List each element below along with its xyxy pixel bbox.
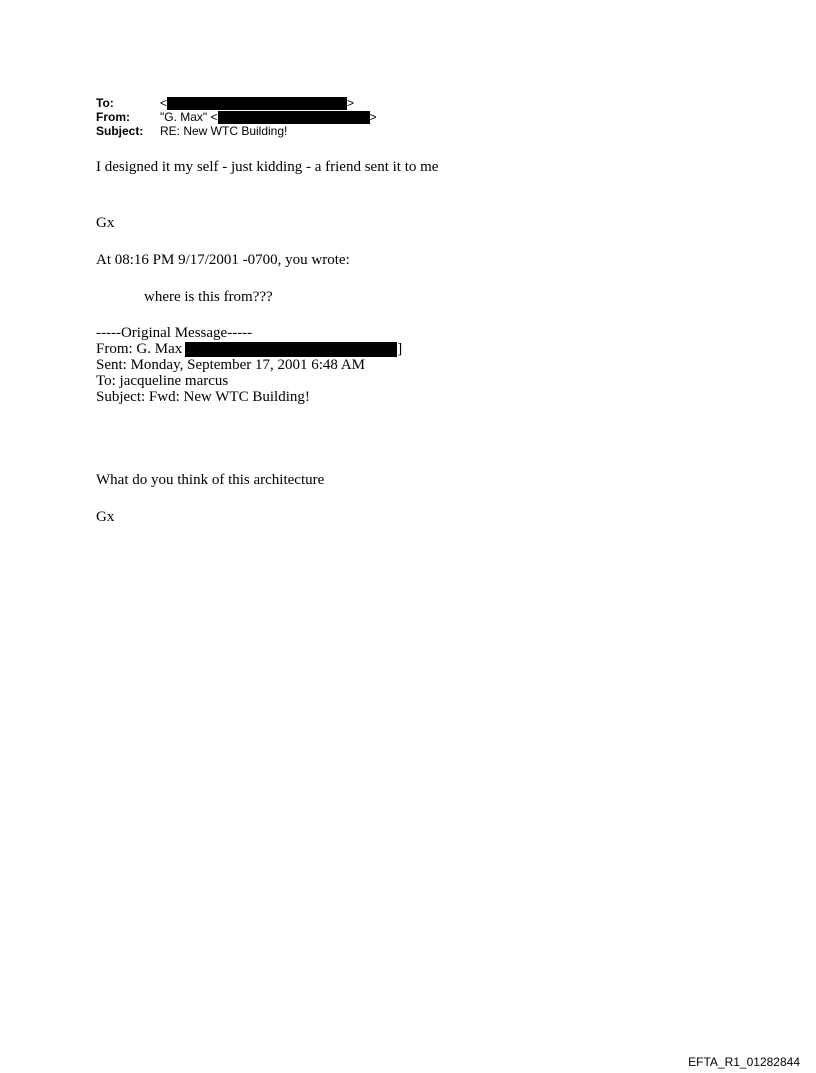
quoted-line: where is this from??? [144, 289, 273, 305]
original-from-line [96, 341, 402, 357]
document-id: EFTA_R1_01282844 [688, 1055, 800, 1069]
from-label: From: [96, 110, 130, 124]
original-signature: Gx [96, 509, 115, 525]
redaction-box [185, 342, 397, 357]
from-value [160, 110, 377, 124]
original-from-close: ] [397, 340, 403, 357]
original-message-block [96, 325, 402, 405]
original-message-text: What do you think of this architecture [96, 472, 325, 488]
original-to-line: To: jacqueline marcus [96, 372, 229, 389]
to-value [160, 96, 354, 110]
original-sent-line: Sent: Monday, September 17, 2001 6:48 AM [96, 356, 366, 373]
original-message-separator: -----Original Message----- [96, 324, 253, 341]
to-open-bracket: < [160, 96, 168, 110]
from-name: "G. Max" < [160, 110, 218, 124]
subject-value: RE: New WTC Building! [160, 124, 288, 138]
from-close-bracket: > [369, 110, 377, 124]
to-close-bracket: > [347, 96, 355, 110]
quote-intro: At 08:16 PM 9/17/2001 -0700, you wrote: [96, 252, 350, 268]
subject-label: Subject: [96, 124, 144, 138]
email-header [96, 96, 377, 138]
original-subject-line: Subject: Fwd: New WTC Building! [96, 388, 310, 405]
redaction-box [218, 111, 370, 124]
subject-row [96, 124, 377, 138]
body-line: I designed it my self - just kidding - a friend sent it to me [96, 159, 439, 175]
to-row [96, 96, 377, 110]
redaction-box [167, 97, 347, 110]
to-label: To: [96, 96, 114, 110]
original-from-text: From: G. Max [96, 340, 183, 357]
signature: Gx [96, 215, 115, 231]
from-row [96, 110, 377, 124]
